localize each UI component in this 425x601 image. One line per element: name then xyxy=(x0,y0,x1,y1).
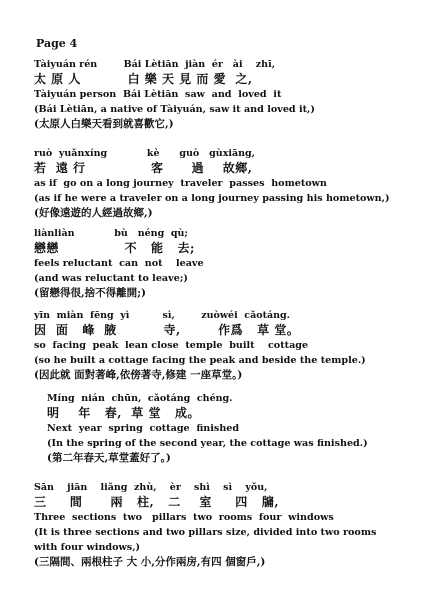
translation-line: (Bái Lètiān, a native of Tàiyuán, saw it and loved it,) xyxy=(34,104,315,115)
stanza-2 xyxy=(34,146,394,221)
pinyin-line: Tàiyuán rén Bái Lètiān jiàn ér ài zhī, xyxy=(34,59,276,70)
stanza-6 xyxy=(34,480,394,570)
translation-line: (as if he were a traveler on a long journey passing his hometown,) xyxy=(34,193,390,204)
gloss-line: Three sections two pillars two rooms four windows xyxy=(34,512,334,523)
chinese-characters-line: 明 年 春, 草 堂 成。 xyxy=(47,406,200,420)
chinese-paraphrase-line: (太原人白樂天看到就喜歡它,) xyxy=(34,118,174,130)
pinyin-line: liànliàn bù néng qù; xyxy=(34,228,188,239)
translation-line: (so he built a cottage facing the peak and beside the temple.) xyxy=(34,355,366,366)
pinyin-line: yīn miàn fēng yì sì, zuòwéi cǎotáng. xyxy=(34,310,290,321)
pinyin-line: ruò yuǎnxíng kè guò gùxiāng, xyxy=(34,148,255,159)
chinese-characters-line: 戀戀 不 能 去; xyxy=(34,241,195,255)
stanza-1 xyxy=(34,57,394,132)
gloss-line: as if go on a long journey traveler passes hometown xyxy=(34,178,327,189)
gloss-line: Next year spring cottage finished xyxy=(47,423,240,434)
gloss-line: feels reluctant can not leave xyxy=(34,258,204,269)
chinese-characters-line: 三 間 兩 柱, 二 室 四 牖, xyxy=(34,495,280,509)
chinese-characters-line: 太 原 人 白 樂 天 見 而 愛 之, xyxy=(34,72,253,86)
chinese-paraphrase-line: (留戀得很,捨不得離開;) xyxy=(34,287,146,299)
stanza-5 xyxy=(47,391,407,466)
chinese-characters-line: 若 遠 行 客 過 故鄉, xyxy=(34,161,253,175)
gloss-line: Tàiyuán person Bái Lètiān saw and loved it xyxy=(34,89,282,100)
stanza-3 xyxy=(34,226,394,301)
pinyin-line: Sān jiān liǎng zhù, èr shì sì yǒu, xyxy=(34,482,268,493)
chinese-paraphrase-line: (第二年春天,草堂蓋好了。) xyxy=(47,452,171,464)
chinese-paraphrase-line: (因此就 面對著峰,依傍著寺,修建 一座草堂。) xyxy=(34,369,243,381)
chinese-characters-line: 因 面 峰 腋 寺, 作爲 草 堂。 xyxy=(34,323,300,337)
stanza-4 xyxy=(34,308,394,383)
chinese-paraphrase-line: (三隔間、兩根柱子 大 小,分作兩房,有四 個窗戶,) xyxy=(34,556,266,568)
translation-line: (It is three sections and two pillars size, divided into two rooms with four windows,) xyxy=(34,527,377,553)
translation-line: (and was reluctant to leave;) xyxy=(34,273,188,284)
page-number: Page 4 xyxy=(36,37,78,50)
pinyin-line: Míng nián chūn, cǎotáng chéng. xyxy=(47,393,233,404)
gloss-line: so facing peak lean close temple built cottage xyxy=(34,340,309,351)
chinese-paraphrase-line: (好像遠遊的人經過故鄉,) xyxy=(34,207,153,219)
translation-line: (In the spring of the second year, the cottage was finished.) xyxy=(47,438,368,449)
